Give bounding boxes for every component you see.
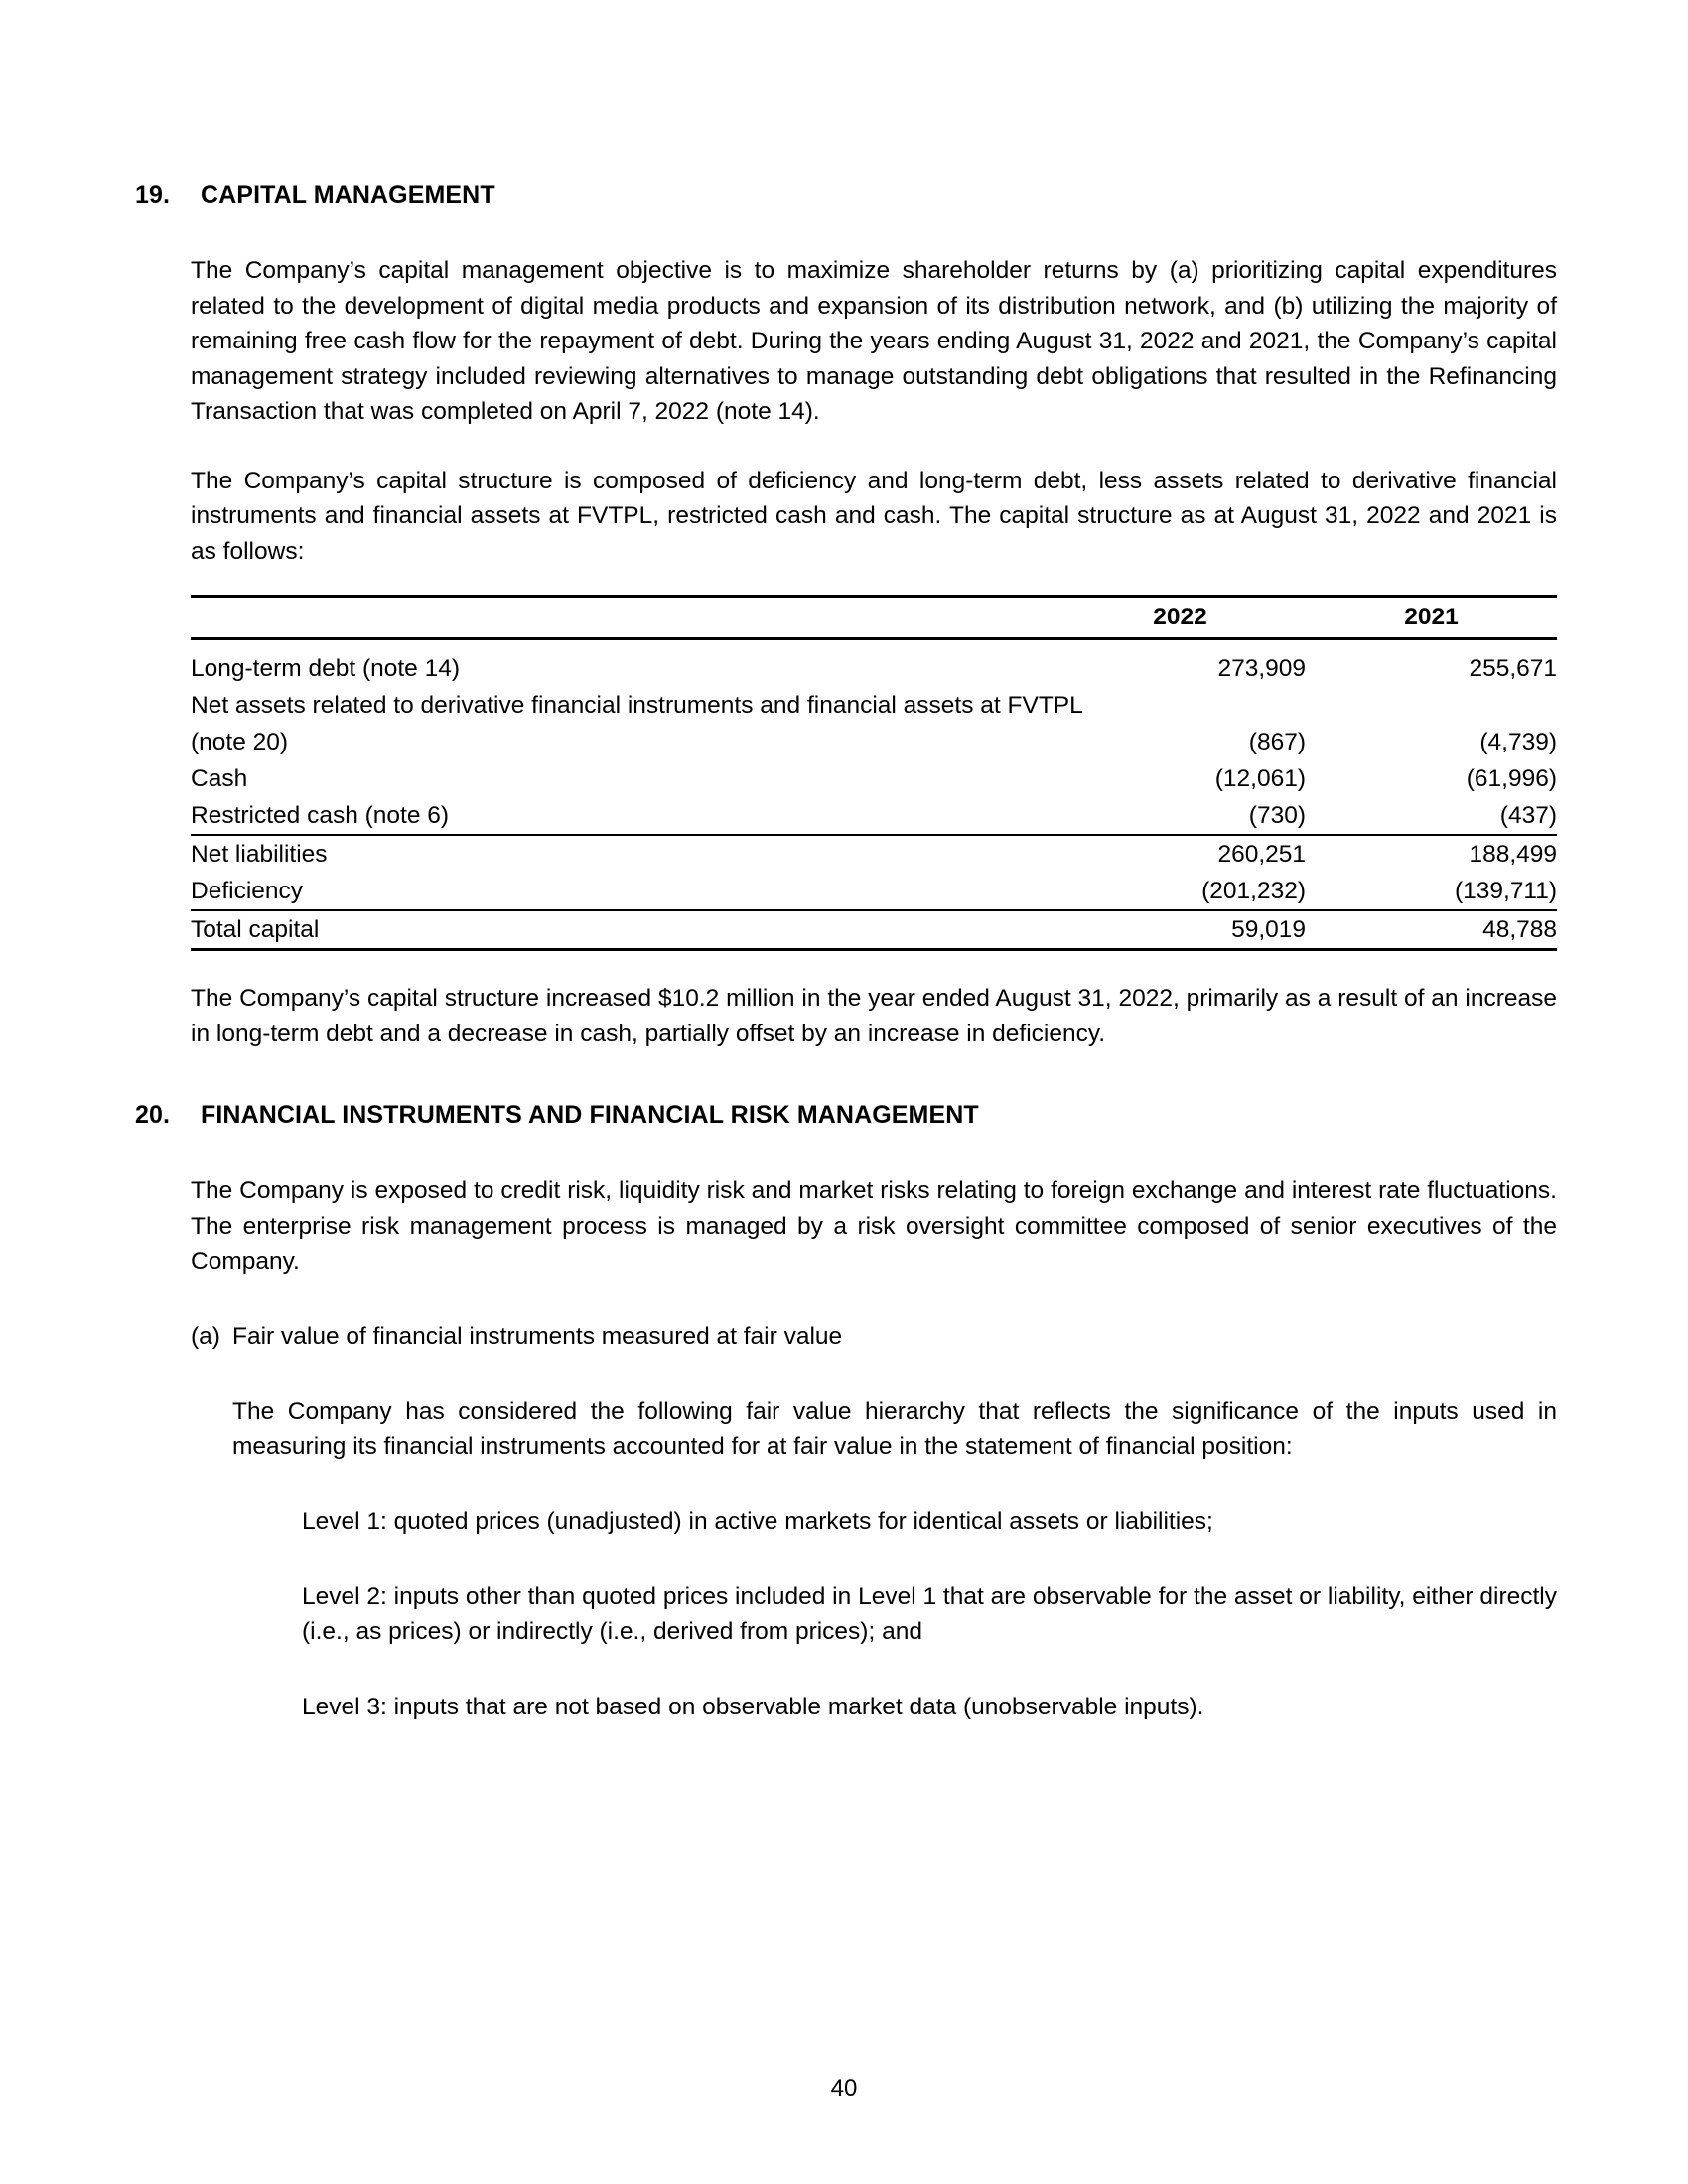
item-a-intro-block [232, 1394, 1557, 1464]
spacer [135, 1051, 1557, 1097]
note-20-item-a [191, 1319, 1557, 1355]
row-value-2022: (867) [1248, 729, 1306, 755]
fair-value-level-3-block [302, 1690, 1557, 1725]
row-value-2021: (4,739) [1479, 729, 1557, 755]
item-a-marker: (a) [191, 1322, 220, 1350]
row-value-2021: (139,711) [1454, 878, 1557, 904]
row-value-2021: 48,788 [1482, 916, 1557, 943]
page-content [135, 177, 1557, 1724]
row-label: Total capital [191, 916, 320, 943]
page-number: 40 [830, 2075, 858, 2102]
table-header-2021: 2021 [1404, 604, 1459, 630]
table-row [191, 873, 1557, 910]
row-value-2022: (12,061) [1214, 765, 1306, 792]
table-row [191, 724, 1557, 760]
spacer [135, 1354, 1557, 1394]
note-20-number: 20. [135, 1101, 171, 1129]
note-20-paragraph-1-block [191, 1173, 1557, 1280]
note-19-paragraph-1: The Company’s capital management objective is to maximize shareholder returns by (a) prioritizing capital expenditures related to the development of digital media products and expansion of its distribution network, and (b) utilizing the majority of remaining free cash flow for the repayment of debt. During the years ending August 31, 2022 and 2021, the Company’s capital management strategy included reviewing alternatives to manage outstanding debt obligations that resulted in the Refinancing Transaction that was completed on April 7, 2022 (note 14). [191, 257, 1557, 425]
row-label: Net liabilities [191, 841, 328, 868]
note-19-heading [135, 177, 1557, 213]
row-label: Long-term debt (note 14) [191, 655, 461, 682]
note-19-title: CAPITAL MANAGEMENT [201, 181, 495, 208]
row-label: Restricted cash (note 6) [191, 802, 450, 829]
row-label: Cash [191, 765, 248, 792]
row-value-2022: (201,232) [1201, 878, 1306, 904]
note-20-title: FINANCIAL INSTRUMENTS AND FINANCIAL RISK MANAGEMENT [201, 1101, 979, 1129]
spacer [135, 569, 1557, 595]
table-row [191, 687, 1557, 724]
note-19-paragraph-3-block [191, 981, 1557, 1051]
row-value-2021 [1306, 687, 1557, 724]
spacer [135, 1650, 1557, 1690]
row-value-2021: 188,499 [1469, 841, 1557, 868]
row-label: (note 20) [191, 729, 289, 755]
gap-cell [1306, 640, 1557, 650]
item-a-title: Fair value of financial instruments measured at fair value [232, 1322, 843, 1350]
table-header-2022: 2022 [1153, 604, 1207, 630]
spacer [135, 213, 1557, 253]
spacer [135, 1464, 1557, 1504]
table-row [191, 650, 1557, 687]
row-value-2021: (61,996) [1466, 765, 1557, 792]
fair-value-level-1: Level 1: quoted prices (unadjusted) in active markets for identical assets or liabilities; [302, 1508, 1213, 1535]
row-value-2022: 59,019 [1231, 916, 1306, 943]
row-value-2021: (437) [1499, 802, 1557, 829]
table-row [191, 911, 1557, 950]
spacer [135, 1540, 1557, 1579]
table-header-row [191, 598, 1557, 639]
row-value-2021: 255,671 [1469, 655, 1557, 682]
fair-value-level-2: Level 2: inputs other than quoted prices included in Level 1 that are observable for the asset or liability, either directly (i.e., as prices) or indirectly (i.e., derived from prices); and [302, 1582, 1557, 1645]
row-label: Deficiency [191, 878, 304, 904]
spacer [135, 951, 1557, 981]
note-19-paragraph-1-block [191, 253, 1557, 430]
note-20-heading [135, 1097, 1557, 1134]
table-row [191, 760, 1557, 797]
row-value-2022: 260,251 [1217, 841, 1306, 868]
row-value-2022: 273,909 [1217, 655, 1306, 682]
gap-cell [191, 640, 1055, 650]
item-a-intro: The Company has considered the following fair value hierarchy that reflects the significance of the inputs used in measuring its financial instruments accounted for at fair value in the statement of financial position: [232, 1398, 1557, 1460]
gap-cell [1055, 640, 1306, 650]
note-19-paragraph-3: The Company’s capital structure increased $10.2 million in the year ended August 31, 2022, primarily as a result of an increase in long-term debt and a decrease in cash, partially offset by an increase in deficiency. [191, 985, 1557, 1047]
table-header-blank [191, 598, 1055, 639]
row-label: Net assets related to derivative financial instruments and financial assets at FVTPL [191, 692, 1083, 719]
fair-value-level-1-block [302, 1504, 1557, 1540]
fair-value-level-3: Level 3: inputs that are not based on observable market data (unobservable inputs). [302, 1693, 1204, 1720]
spacer [135, 430, 1557, 464]
note-19-paragraph-2: The Company’s capital structure is composed of deficiency and long-term debt, less assets related to derivative financial instruments and financial assets at FVTPL, restricted cash and cash. The capital structure as at August 31, 2022 and 2021 is as follows: [191, 467, 1557, 565]
spacer [135, 1134, 1557, 1173]
row-value-2022 [1055, 687, 1306, 724]
spacer [135, 1280, 1557, 1319]
row-value-2022: (730) [1248, 802, 1306, 829]
capital-structure-table [191, 595, 1557, 951]
fair-value-level-2-block [302, 1579, 1557, 1650]
table-row [191, 797, 1557, 835]
table-row [191, 836, 1557, 873]
note-19-paragraph-2-block [191, 464, 1557, 570]
note-19-number: 19. [135, 181, 171, 208]
note-20-paragraph-1: The Company is exposed to credit risk, liquidity risk and market risks relating to foreign exchange and interest rate fluctuations. The enterprise risk management process is managed by a risk oversight committee composed of senior executives of the Company. [191, 1177, 1557, 1275]
table-gap [191, 640, 1557, 650]
